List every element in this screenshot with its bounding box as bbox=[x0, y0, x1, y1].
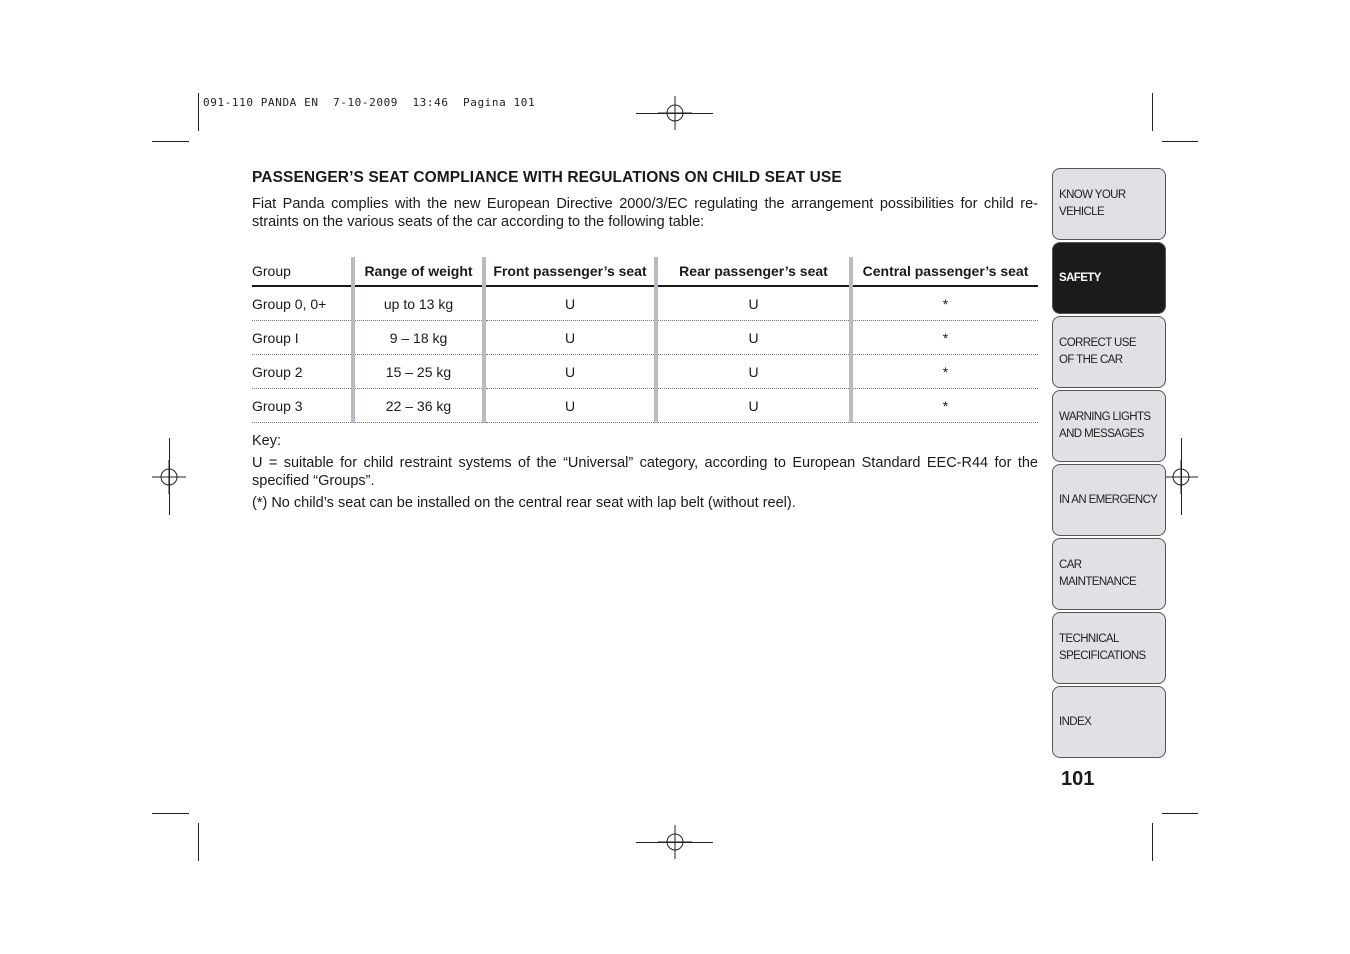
cell-central-seat: * bbox=[851, 355, 1038, 389]
cell-central-seat: * bbox=[851, 389, 1038, 423]
tab-know-your-vehicle[interactable]: KNOW YOUR VEHICLE bbox=[1052, 168, 1166, 240]
tab-in-an-emergency[interactable]: IN AN EMERGENCY bbox=[1052, 464, 1166, 536]
tab-correct-use[interactable]: CORRECT USE OF THE CAR bbox=[1052, 316, 1166, 388]
cell-group: Group I bbox=[252, 321, 353, 355]
main-content bbox=[252, 168, 1038, 516]
cell-rear-seat: U bbox=[656, 355, 851, 389]
cell-front-seat: U bbox=[484, 355, 656, 389]
cell-group: Group 0, 0+ bbox=[252, 286, 353, 321]
child-seat-table bbox=[252, 257, 1038, 423]
section-heading: PASSENGER’S SEAT COMPLIANCE WITH REGULATIONS ON CHILD SEAT USE bbox=[252, 169, 842, 186]
page-number: 101 bbox=[1061, 768, 1095, 790]
table-row bbox=[252, 355, 1038, 389]
table-row bbox=[252, 321, 1038, 355]
table-row bbox=[252, 389, 1038, 423]
column-header-group: Group bbox=[252, 257, 353, 286]
cell-central-seat: * bbox=[851, 286, 1038, 321]
tab-index[interactable]: INDEX bbox=[1052, 686, 1166, 758]
tab-technical-specifications[interactable]: TECHNICAL SPECIFICATIONS bbox=[1052, 612, 1166, 684]
crop-mark bbox=[1162, 813, 1198, 814]
table-header-row bbox=[252, 257, 1038, 286]
tab-safety[interactable]: SAFETY bbox=[1052, 242, 1166, 314]
key-universal-note: U = suitable for child restraint systems of the “Universal” category, according to European Standard EEC-R44 for the specified “Groups”. bbox=[252, 455, 1038, 489]
crop-mark bbox=[152, 813, 189, 814]
cell-weight: up to 13 kg bbox=[353, 286, 484, 321]
crop-mark bbox=[636, 113, 713, 114]
key-label: Key: bbox=[252, 433, 282, 449]
crop-mark bbox=[1152, 93, 1153, 131]
column-header-rear-seat: Rear passenger’s seat bbox=[656, 257, 851, 286]
cell-front-seat: U bbox=[484, 286, 656, 321]
cell-weight: 22 – 36 kg bbox=[353, 389, 484, 423]
table-row bbox=[252, 286, 1038, 321]
cell-rear-seat: U bbox=[656, 286, 851, 321]
crop-mark bbox=[169, 438, 170, 515]
tab-warning-lights[interactable]: WARNING LIGHTS AND MESSAGES bbox=[1052, 390, 1166, 462]
column-header-weight: Range of weight bbox=[353, 257, 484, 286]
crop-mark bbox=[1162, 141, 1198, 142]
column-header-central-seat: Central passenger’s seat bbox=[851, 257, 1038, 286]
cell-front-seat: U bbox=[484, 321, 656, 355]
cell-central-seat: * bbox=[851, 321, 1038, 355]
cell-weight: 15 – 25 kg bbox=[353, 355, 484, 389]
table-key bbox=[252, 432, 1038, 512]
cell-weight: 9 – 18 kg bbox=[353, 321, 484, 355]
crop-mark bbox=[152, 141, 189, 142]
cell-front-seat: U bbox=[484, 389, 656, 423]
cell-rear-seat: U bbox=[656, 389, 851, 423]
column-header-front-seat: Front passenger’s seat bbox=[484, 257, 656, 286]
cell-rear-seat: U bbox=[656, 321, 851, 355]
key-central-seat-note: (*) No child’s seat can be installed on the central rear seat with lap belt (without reel). bbox=[252, 495, 796, 511]
crop-mark bbox=[636, 842, 713, 843]
tab-car-maintenance[interactable]: CAR MAINTENANCE bbox=[1052, 538, 1166, 610]
crop-mark bbox=[1181, 438, 1182, 515]
cell-group: Group 3 bbox=[252, 389, 353, 423]
crop-mark bbox=[198, 823, 199, 861]
crop-mark bbox=[1152, 823, 1153, 861]
intro-paragraph: Fiat Panda complies with the new European Directive 2000/3/EC regulating the arrangement possibilities for child re-straints on the various seats of the car according to the following table: bbox=[252, 196, 1038, 230]
print-slug: 091-110 PANDA EN 7-10-2009 13:46 Pagina 101 bbox=[203, 96, 536, 109]
crop-mark bbox=[198, 93, 199, 131]
cell-group: Group 2 bbox=[252, 355, 353, 389]
